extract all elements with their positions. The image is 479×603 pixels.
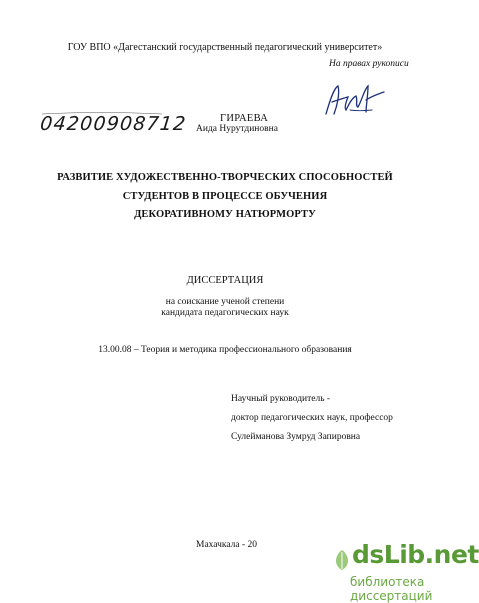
city-year: Махачкала - 20 — [196, 540, 258, 550]
degree-line-2: кандидата педагогических наук — [161, 308, 289, 318]
supervisor-label: Научный руководитель - — [231, 394, 331, 404]
dslib-watermark — [292, 540, 479, 603]
svg-text:04200908712: 04200908712 — [39, 113, 188, 135]
watermark-logo: dsLib.net — [352, 540, 479, 569]
leaf-icon — [332, 548, 352, 572]
institution-name: ГОУ ВПО «Дагестанский государственный педагогический университет» — [67, 42, 383, 53]
rights-note: На правах рукописи — [329, 59, 409, 69]
title-line-3: ДЕКОРАТИВНОМУ НАТЮРМОРТУ — [134, 209, 316, 220]
title-line-2: СТУДЕНТОВ В ПРОЦЕССЕ ОБУЧЕНИЯ — [122, 191, 328, 202]
handwritten-signature — [322, 80, 388, 120]
supervisor-degree: доктор педагогических наук, профессор — [231, 413, 393, 423]
author-surname: ГИРАЕВА — [220, 113, 269, 124]
document-type: ДИССЕРТАЦИЯ — [186, 275, 264, 286]
specialty: 13.00.08 – Теория и методика профессионального образования — [98, 345, 352, 355]
handwritten-registration-number — [39, 108, 188, 136]
title-line-1: РАЗВИТИЕ ХУДОЖЕСТВЕННО-ТВОРЧЕСКИХ СПОСОБНОСТЕЙ — [57, 172, 393, 183]
degree-line-1: на соискание ученой степени — [165, 297, 285, 307]
watermark-subtitle: библиотека диссертаций — [350, 575, 433, 603]
author-name: Аида Нурутдиновна — [196, 124, 278, 134]
supervisor-name: Сулейманова Зумруд Запировна — [231, 432, 361, 442]
